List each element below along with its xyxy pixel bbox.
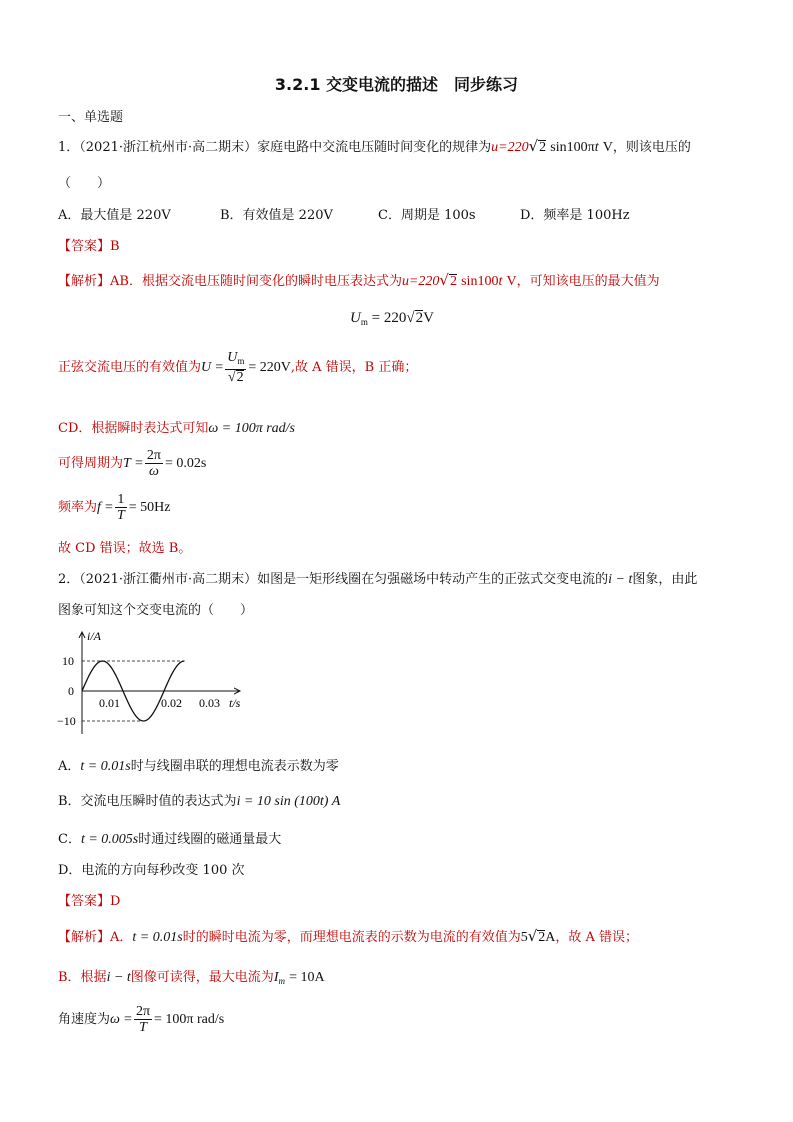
q1-stem: 1．（2021·浙江杭州市·高二期末）家庭电路中交流电压随时间变化的规律为u=220√2 sin100πt V，则该电压的 xyxy=(58,137,691,155)
x-tick-001: 0.01 xyxy=(99,696,120,710)
q1-answer: 【答案】B xyxy=(58,239,120,254)
y-tick-zero: 0 xyxy=(68,684,74,698)
y-axis-label: i/A xyxy=(87,629,101,643)
q1-explanation-1: 【解析】AB．根据交流电压随时间变化的瞬时电压表达式为u=220√2 sin100t V，可知该电压的最大值为 xyxy=(58,271,660,289)
q2-stem-line1: 2．（2021·浙江衢州市·高二期末）如图是一矩形线圈在匀强磁场中转动产生的正弦式交变电流的i − t图象，由此 xyxy=(58,572,698,587)
q2-stem-line2: 图象可知这个交变电流的（ ） xyxy=(58,603,254,618)
q2-option-b: B．交流电压瞬时值的表达式为i = 10 sin (100t) A xyxy=(58,794,341,809)
y-tick-bottom: −10 xyxy=(57,714,76,728)
q1-option-b: B．有效值是 220V xyxy=(220,208,333,223)
q2-explanation-1: 【解析】A．t = 0.01s时的瞬时电流为零，而理想电流表的示数为电流的有效值为5√2A，故 A 错误； xyxy=(58,927,639,945)
q1-paren: （ ） xyxy=(58,176,111,191)
q1-option-c: C．周期是 100s xyxy=(378,208,476,223)
q2-explanation-3: 角速度为ω = $\frac{2\pi}{T}$ = 100π rad/s xyxy=(58,1004,225,1035)
q1-option-a: A．最大值是 220V xyxy=(58,208,171,223)
q2-i-t-graph xyxy=(55,626,255,741)
section-heading: 一、单选题 xyxy=(58,110,124,125)
q2-option-a: A．t = 0.01s时与线圈串联的理想电流表示数为零 xyxy=(58,759,339,774)
q2-answer: 【答案】D xyxy=(58,894,121,909)
y-tick-top: 10 xyxy=(62,654,74,668)
q1-explanation-2: 正弦交流电压的有效值为U = $\frac{U_m}{√2}$ = 220V,故 A 错误，B 正确； xyxy=(58,350,418,385)
x-tick-002: 0.02 xyxy=(161,696,182,710)
x-tick-003: 0.03 xyxy=(199,696,220,710)
q1-option-d: D．频率是 100Hz xyxy=(520,208,630,223)
x-axis-label: t/s xyxy=(229,696,241,710)
page-title: 3.2.1 交变电流的描述 同步练习 xyxy=(274,75,519,94)
q1-explanation-6: 故 CD 错误；故选 B。 xyxy=(58,541,192,556)
q2-option-d: D．电流的方向每秒改变 100 次 xyxy=(58,863,245,878)
q2-option-c: C．t = 0.005s时通过线圈的磁通量最大 xyxy=(58,832,282,847)
q1-um-formula: $U_m = 220√2V$ xyxy=(350,310,434,327)
q1-explanation-4: 可得周期为T = $\frac{2\pi}{\omega}$ = 0.02s xyxy=(58,448,207,479)
q1-explanation-3: CD．根据瞬时表达式可知ω = 100π rad/s xyxy=(58,421,296,436)
q1-explanation-5: 频率为f = $\frac{1}{T}$ = 50Hz xyxy=(58,492,171,523)
q2-explanation-2: B．根据i − t图像可读得，最大电流为$I_m = 10A$ xyxy=(58,970,325,986)
